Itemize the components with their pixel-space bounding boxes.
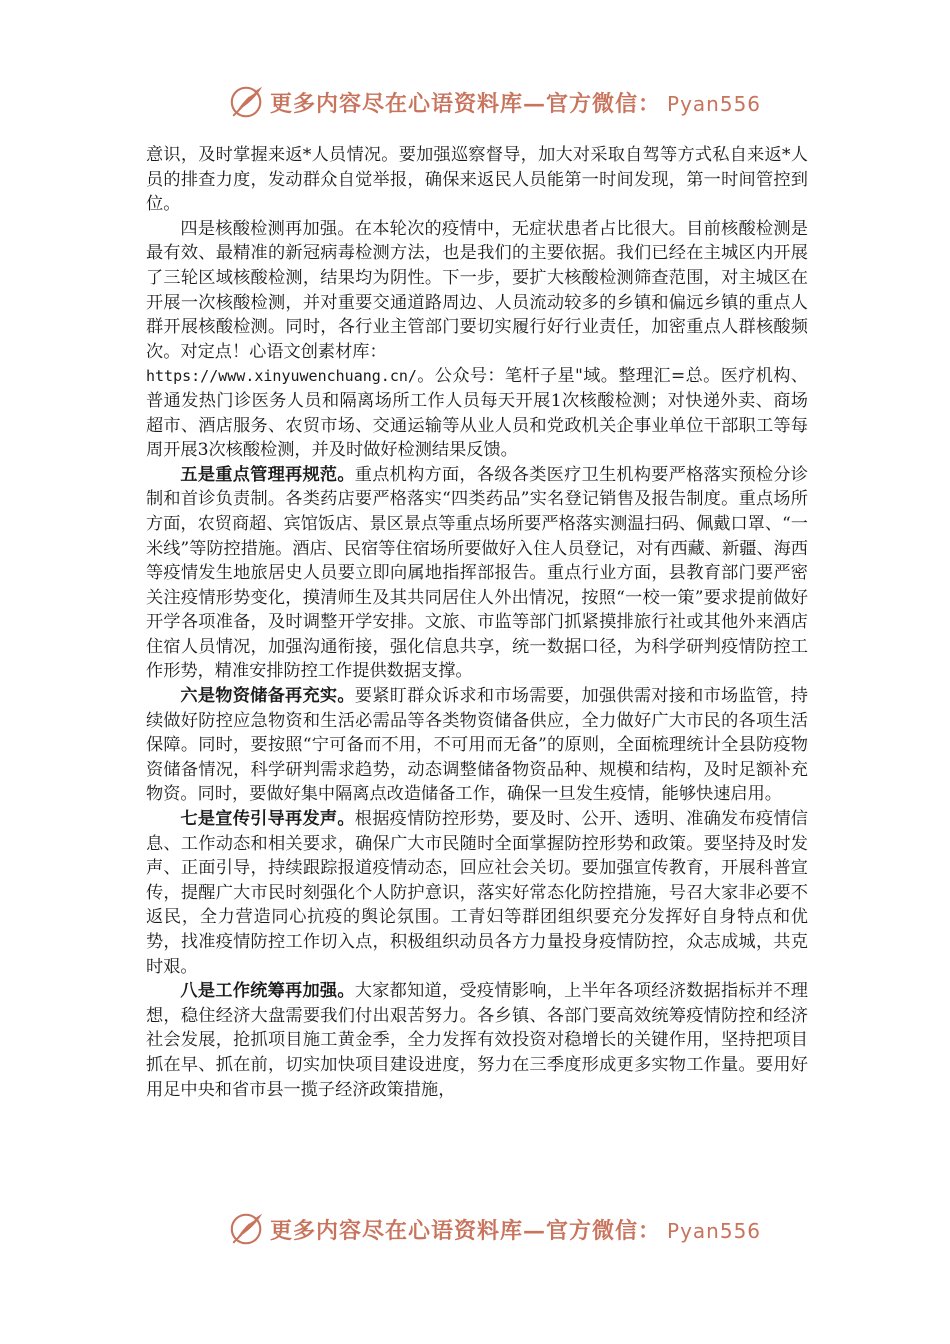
footer-banner <box>228 1210 762 1248</box>
quill-pen-icon <box>228 1210 266 1248</box>
header-wechat-id: Pyan556 <box>667 91 762 116</box>
quill-pen-icon <box>228 83 266 121</box>
section-title: 七是宣传引导再发声。 <box>180 809 355 830</box>
footer-banner-text: 更多内容尽在心语资料库—官方微信： Pyan556 <box>270 1217 762 1244</box>
resource-url: https://www.xinyuwenchuang.cn/ <box>146 367 417 386</box>
paragraph-material-reserve: 六是物资储备再充实。要紧盯群众诉求和市场需要，加强供需对接和市场监管，持续做好防控应急物资和生活必需品等各类物资储备供应，全力做好广大市民的各项生活保障。同时，要按照“宁可备而不用，不可用而无备”的原则，全面梳理统计全县防疫物资储备情况，科学研判需求趋势，动态调整储备物资品种、规模和结构，及时足额补充物资。同时，要做好集中隔离点改造储备工作，确保一旦发生疫情，能够快速启用。 <box>146 686 808 805</box>
paragraph-key-management: 五是重点管理再规范。重点机构方面，各级各类医疗卫生机构要严格落实预检分诊制和首诊负责制。各类药店要严格落实“四类药品”实名登记销售及报告制度。重点场所方面，农贸商超、宾馆饭店、景区景点等重点场所要严格落实测温扫码、佩戴口罩、“一米线”等防控措施。酒店、民宿等住宿场所要做好入住人员登记，对有西藏、新疆、海西等疫情发生地旅居史人员要立即向属地指挥部报告。重点行业方面，县教育部门要严密关注疫情形势变化，摸清师生及其共同居住人外出情况，按照“一校一策”要求提前做好开学各项准备，及时调整开学安排。文旅、市监等部门抓紧摸排旅行社或其他外来酒店住宿人员情况，加强沟通衔接，强化信息共享，统一数据口径，为科学研判疫情防控工作形势，精准安排防控工作提供数据支撑。 <box>146 464 808 682</box>
paragraph-publicity: 七是宣传引导再发声。根据疫情防控形势，要及时、公开、透明、准确发布疫情信息、工作动态和相关要求，确保广大市民随时全面掌握防控形势和政策。要坚持及时发声、正面引导，持续跟踪报道疫情动态，回应社会关切。要加强宣传教育，开展科普宣传，提醒广大市民时刻强化个人防护意识，落实好常态化防控措施，号召大家非必要不返民，全力营造同心抗疫的舆论氛围。工青妇等群团组织要充分发挥好自身特点和优势，找准疫情防控工作切入点，积极组织动员各方力量投身疫情防控，众志成城，共克时艰。 <box>146 809 808 977</box>
footer-wechat-id: Pyan556 <box>667 1218 762 1243</box>
section-title: 八是工作统筹再加强。 <box>180 981 355 1002</box>
paragraph-nucleic-testing: 四是核酸检测再加强。在本轮次的疫情中，无症状患者占比很大。目前核酸检测是最有效、最精准的新冠病毒检测方法，也是我们的主要依据。我们已经在主城区内开展了三轮区域核酸检测，结果均为阴性。下一步，要扩大核酸检测筛查范围，对主城区在开展一次核酸检测，并对重要交通道路周边、人员流动较多的乡镇和偏远乡镇的重点人群开展核酸检测。同时，各行业主管部门要切实履行好行业责任，加密重点人群核酸频次。对定点！心语文创素材库： https://www.xinyuwenchuang.cn/。公众号：笔杆子星"域。整理汇=总。医疗机构、普通发热门诊医务人员和隔离场所工作人员每天开展1次核酸检测；对快递外卖、商场超市、酒店服务、农贸市场、交通运输等从业人员和党政机关企事业单位干部职工等每周开展3次核酸检测，并及时做好检测结果反馈。 <box>146 218 808 461</box>
section-title: 六是物资储备再充实。 <box>180 686 355 707</box>
document-body <box>146 143 808 1102</box>
paragraph-coordination: 八是工作统筹再加强。大家都知道，受疫情影响，上半年各项经济数据指标并不理想，稳住经济大盘需要我们付出艰苦努力。各乡镇、各部门要高效统筹疫情防控和经济社会发展，抢抓项目施工黄金季，全力发挥有效投资对稳增长的关键作用，坚持把项目抓在早、抓在前，切实加快项目建设进度，努力在三季度形成更多实物工作量。要用好用足中央和省市县一揽子经济政策措施， <box>146 981 808 1100</box>
section-title: 五是重点管理再规范。 <box>180 464 355 485</box>
header-banner-text: 更多内容尽在心语资料库—官方微信： Pyan556 <box>270 90 762 117</box>
paragraph-continuation: 意识，及时掌握来返*人员情况。要加强巡察督导，加大对采取自驾等方式私自来返*人员的排查力度，发动群众自觉举报，确保来返民人员能第一时间发现，第一时间管控到位。 <box>146 145 808 215</box>
header-banner <box>228 83 762 121</box>
